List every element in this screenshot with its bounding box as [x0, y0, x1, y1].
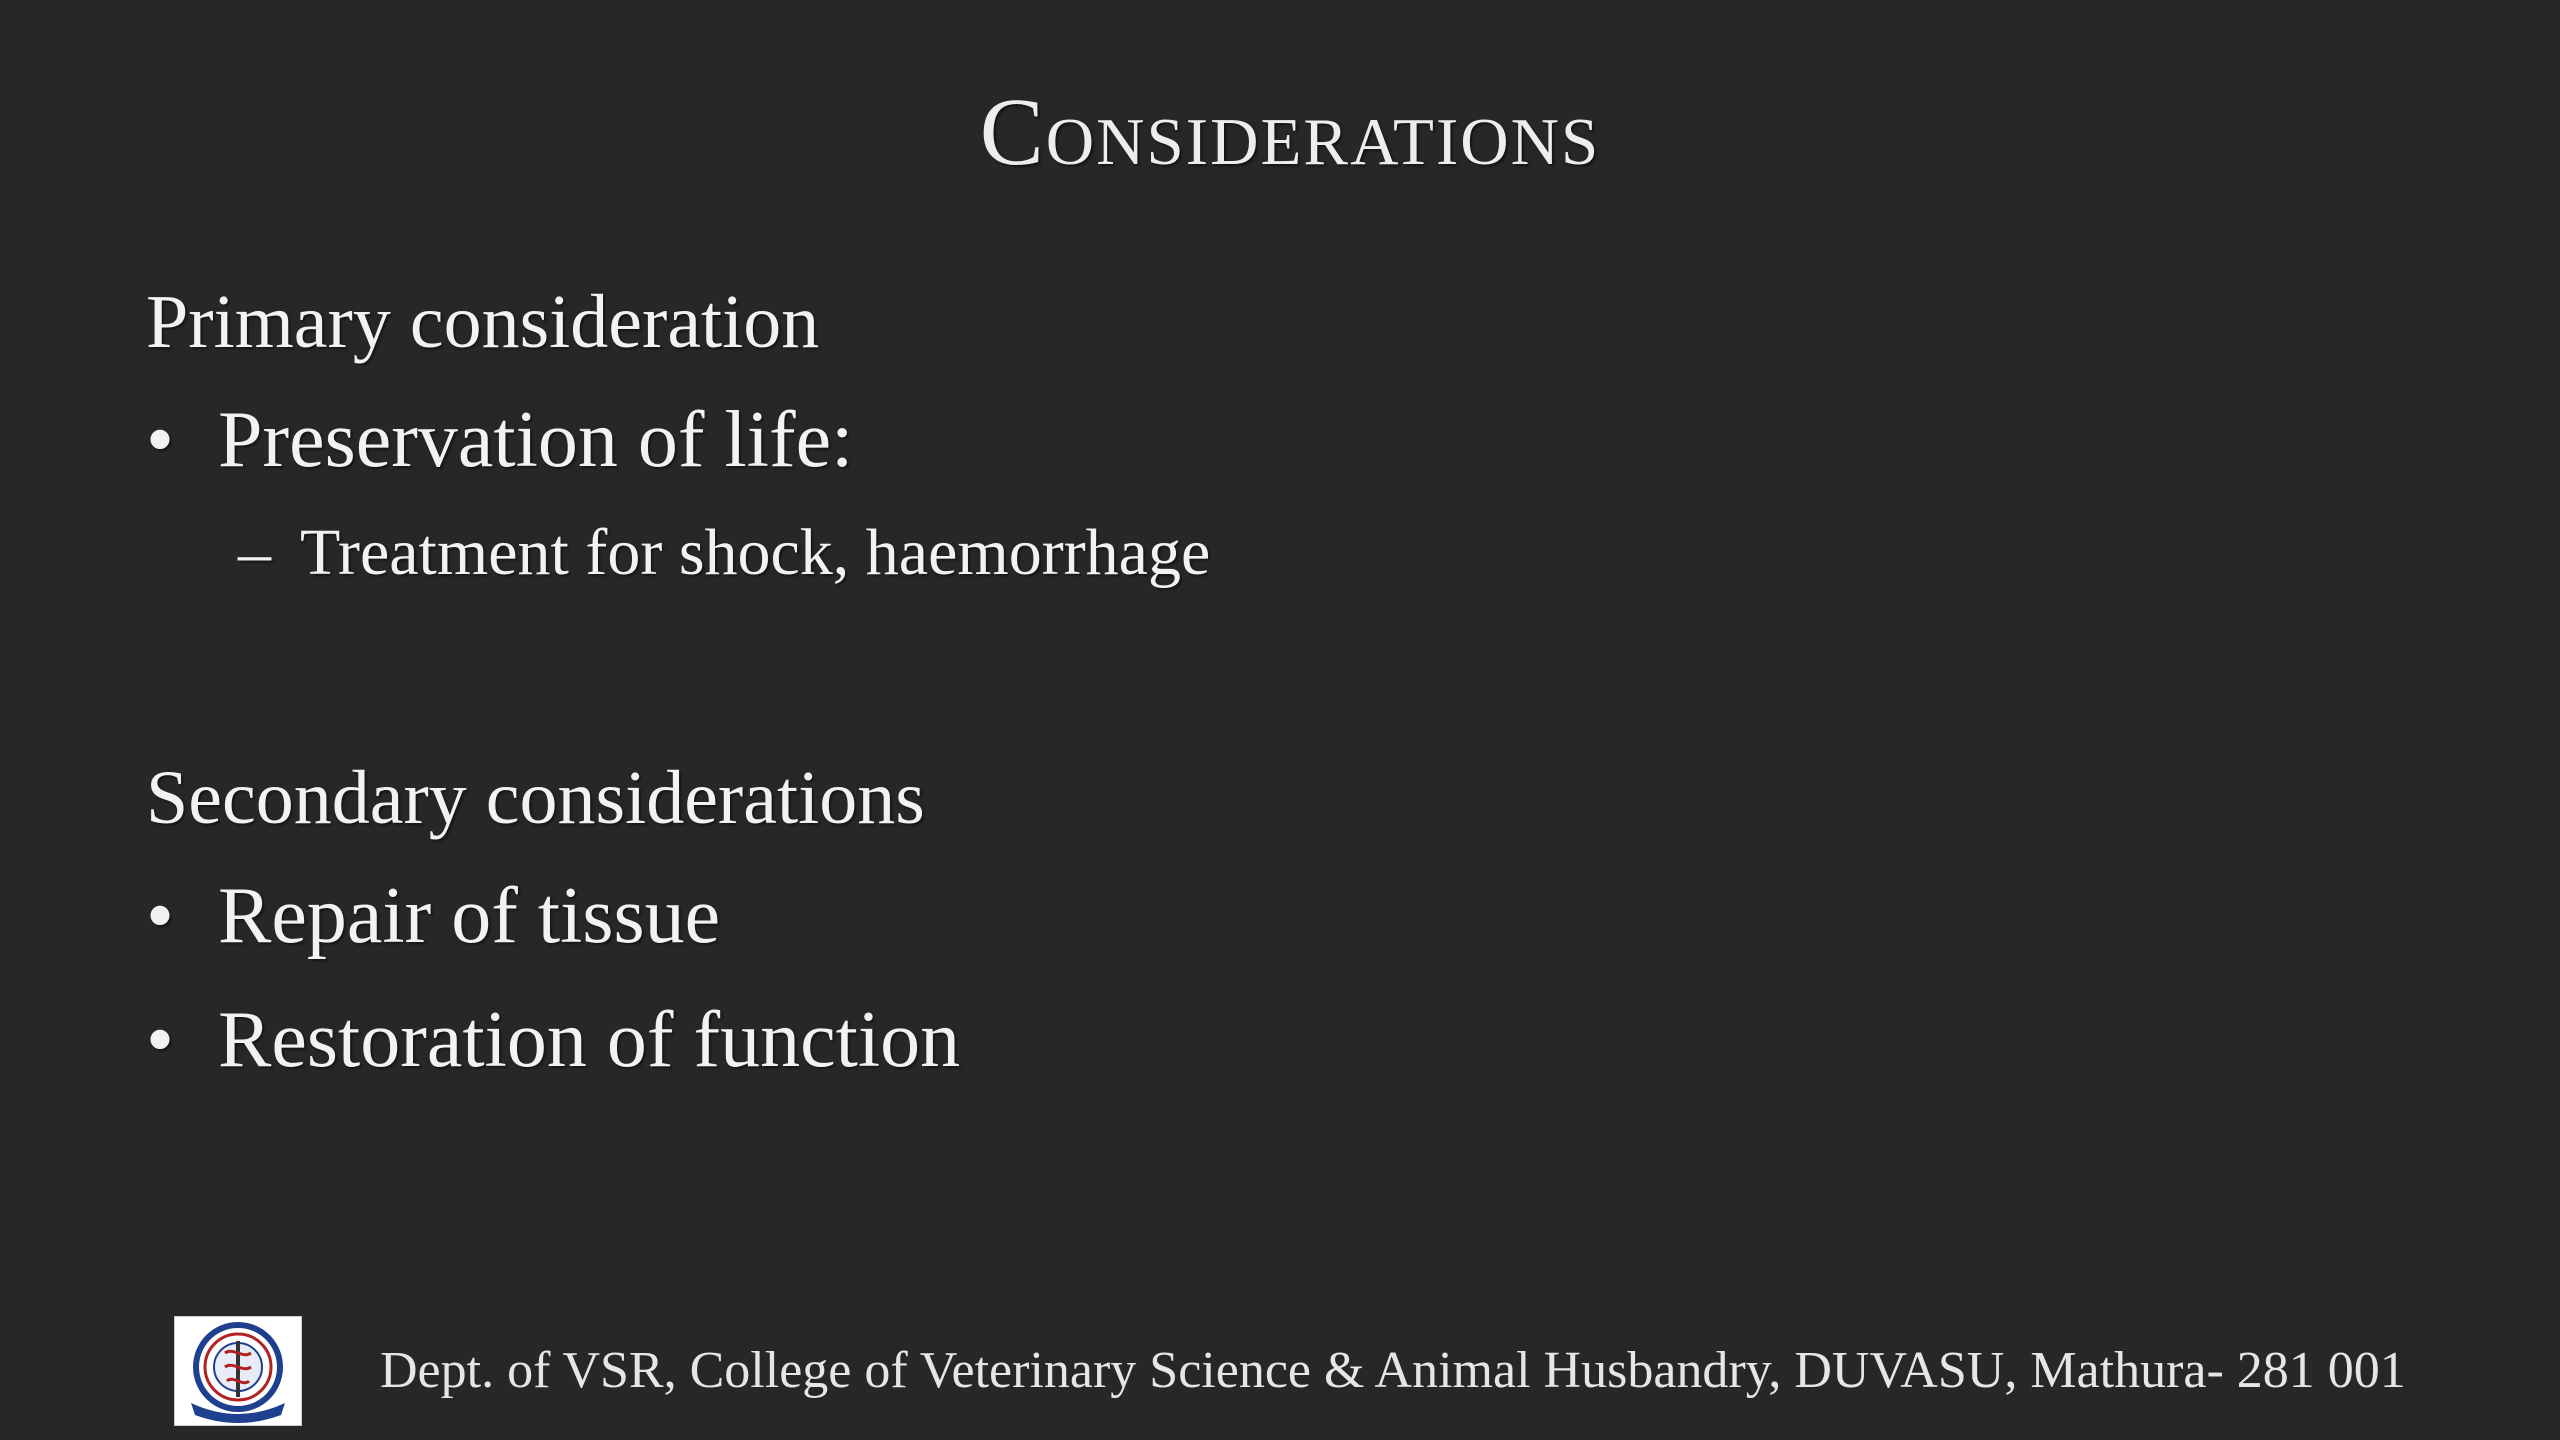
bullet-text: Preservation of life:	[218, 396, 854, 484]
sub-bullet-item	[238, 516, 1211, 589]
slide-title: Considerations	[979, 78, 1601, 185]
emblem-graphic	[175, 1317, 301, 1425]
primary-heading: Primary consideration	[146, 280, 820, 364]
sub-bullet-text: Treatment for shock, haemorrhage	[300, 516, 1211, 589]
bullet-text: Restoration of function	[218, 996, 961, 1084]
footer-department-text: Dept. of VSR, College of Veterinary Science & Animal Husbandry, DUVASU, Mathura- 281 001	[380, 1342, 2406, 1399]
secondary-heading: Secondary considerations	[146, 756, 925, 840]
college-emblem-icon	[174, 1316, 302, 1426]
bullet-text: Repair of tissue	[218, 872, 721, 960]
bullet-item	[146, 396, 854, 484]
bullet-marker: •	[146, 396, 175, 484]
bullet-item	[146, 996, 961, 1084]
sub-bullet-marker: –	[238, 516, 271, 589]
bullet-marker: •	[146, 996, 175, 1084]
bullet-marker: •	[146, 872, 175, 960]
bullet-item	[146, 872, 721, 960]
